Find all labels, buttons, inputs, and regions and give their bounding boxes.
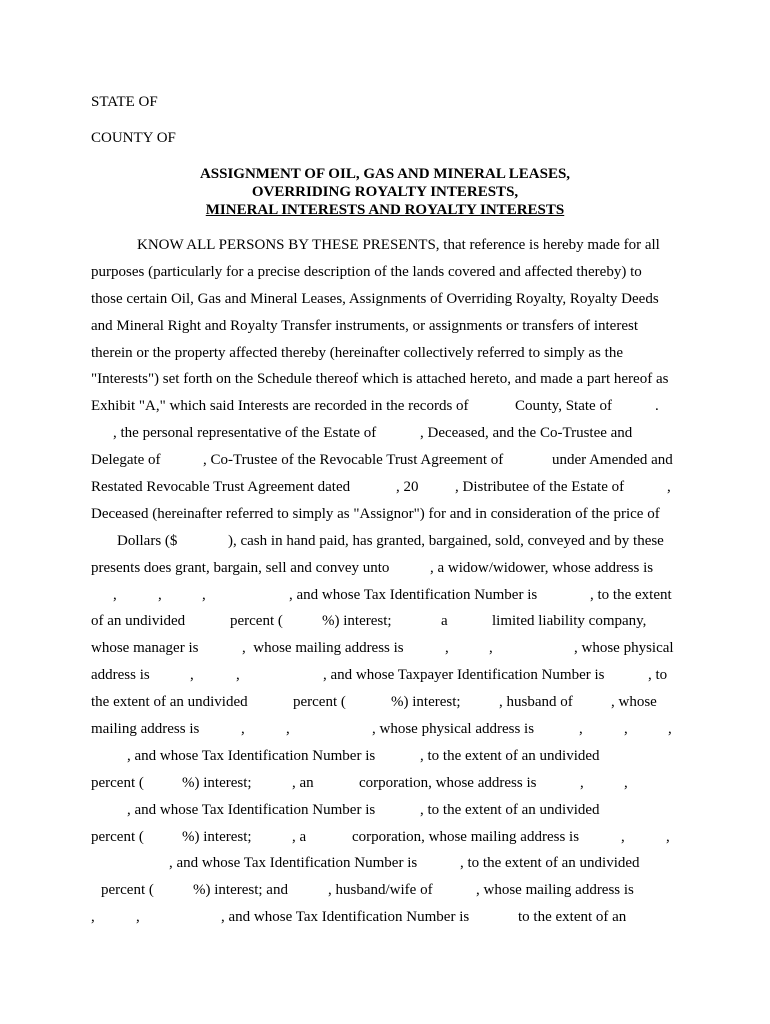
body-text-fragment: , [621,828,625,845]
body-text-fragment: , and whose Taxpayer Identification Number is [323,667,605,684]
body-line [91,232,691,259]
document-title-line-3: MINERAL INTERESTS AND ROYALTY INTERESTS [205,202,565,218]
body-text-fragment: , [579,721,583,738]
body-text-fragment: %) interest; [322,613,392,630]
body-text-fragment: Restated Revocable Trust Agreement dated [91,479,351,496]
body-text-fragment: , Deceased, and the Co-Trustee and [420,425,633,442]
body-text-fragment: therein or the property affected thereby (hereinafter collectively referred to simply as the [91,344,623,361]
state-label: STATE OF [91,94,158,110]
body-line [91,770,691,797]
body-text-fragment: , and whose Tax Identification Number is [127,747,376,764]
body-text-fragment: ), cash in hand paid, has granted, bargained, sold, conveyed and by these [228,532,664,549]
body-text-fragment: , [286,721,290,738]
body-text-fragment: , [489,640,493,657]
body-text-fragment: limited liability company, [492,613,647,630]
body-text-fragment: , [202,586,206,603]
body-line [91,743,691,770]
body-text-fragment: Dollars ($ [117,532,178,549]
body-text-fragment: mailing address is [91,721,200,738]
body-text-fragment: %) interest; [182,828,252,845]
body-text-fragment: presents does grant, bargain, sell and convey unto [91,559,390,576]
body-text-fragment: , whose mailing address is [476,882,634,899]
body-line [91,850,691,877]
body-line [91,447,691,474]
body-line [91,420,691,447]
body-text-fragment: percent ( [91,774,144,791]
body-text-fragment: KNOW ALL PERSONS BY THESE PRESENTS, that reference is hereby made for all [137,237,660,253]
body-text-fragment: , [113,586,117,603]
body-line [91,877,691,904]
body-text-fragment: , [190,667,194,684]
body-text-fragment: , [445,640,449,657]
body-text-fragment: corporation, whose mailing address is [352,828,580,845]
body-text-fragment: , [668,721,672,738]
body-text-fragment: , and whose Tax Identification Number is [127,801,376,818]
body-text-fragment: , [91,909,95,926]
document-body [91,232,691,931]
body-text-fragment: . [655,398,659,415]
body-text-fragment: corporation, whose address is [359,774,537,791]
body-text-fragment: %) interest; and [193,882,288,899]
body-text-fragment: , whose physical address is [372,721,535,738]
body-text-fragment: , [624,774,628,791]
body-text-fragment: those certain Oil, Gas and Mineral Leases, Assignments of Overriding Royalty, Royalty Deeds [91,290,659,307]
body-text-fragment: under Amended and [552,452,673,469]
body-line [91,716,691,743]
body-text-fragment: , [236,667,240,684]
body-text-fragment: a [441,613,448,630]
body-line [91,904,691,931]
body-text-fragment: and Mineral Right and Royalty Transfer instruments, or assignments or transfers of interest [91,317,638,334]
body-text-fragment: , whose mailing address is [242,640,404,657]
body-line [91,501,691,528]
body-text-fragment: %) interest; [391,694,461,711]
body-text-fragment: percent ( [230,613,283,630]
body-line [91,555,691,582]
body-text-fragment: , 20 [396,479,419,496]
body-text-fragment: , [241,721,245,738]
county-label: COUNTY OF [91,130,176,146]
body-text-fragment: address is [91,667,150,684]
body-text-fragment: , whose physical [574,640,674,657]
body-line [91,366,691,393]
body-text-fragment: to the extent of an [518,909,627,926]
body-text-fragment: , [667,479,671,496]
body-text-fragment: percent ( [91,828,144,845]
body-line [91,393,691,420]
body-line [91,797,691,824]
body-text-fragment: of an undivided [91,613,186,630]
body-text-fragment: "Interests") set forth on the Schedule thereof which is attached hereto, and made a part hereof as [91,371,669,388]
body-text-fragment: %) interest; [182,774,252,791]
body-text-fragment: , a widow/widower, whose address is [430,559,654,576]
body-text-fragment: , Co-Trustee of the Revocable Trust Agreement of [203,452,504,469]
body-text-fragment: , an [292,774,314,791]
body-line [91,635,691,662]
body-text-fragment: , [158,586,162,603]
body-line [91,689,691,716]
body-text-fragment: percent ( [293,694,346,711]
body-text-fragment: purposes (particularly for a precise description of the lands covered and affected thereby) to [91,263,642,280]
document-title-line-2: OVERRIDING ROYALTY INTERESTS, [251,184,519,200]
body-text-fragment: , [136,909,140,926]
body-text-fragment: percent ( [101,882,154,899]
body-text-fragment: whose manager is [91,640,199,657]
body-text-fragment: Exhibit "A," which said Interests are recorded in the records of [91,398,469,415]
body-text-fragment: , [580,774,584,791]
body-text-fragment: , [624,721,628,738]
body-line [91,582,691,609]
body-text-fragment: , to the extent of an undivided [420,801,600,818]
body-text-fragment: the extent of an undivided [91,694,248,711]
body-text-fragment: Delegate of [91,452,161,469]
body-line [91,662,691,689]
document-title-line-1: ASSIGNMENT OF OIL, GAS AND MINERAL LEASES, [199,166,571,182]
body-text-fragment: , husband of [499,694,573,711]
body-line [91,313,691,340]
body-line [91,259,691,286]
body-line [91,286,691,313]
body-text-fragment: Deceased (hereinafter referred to simply as "Assignor") for and in consideration of the price of [91,505,660,522]
body-line [91,340,691,367]
body-text-fragment: , to the extent of an undivided [420,747,600,764]
body-text-fragment: , and whose Tax Identification Number is [169,855,418,872]
body-line [91,824,691,851]
body-text-fragment: , the personal representative of the Estate of [113,425,377,442]
body-text-fragment: , [666,828,670,845]
body-text-fragment: , and whose Tax Identification Number is [221,909,470,926]
body-text-fragment: County, State of [515,398,612,415]
body-text-fragment: , to the extent [590,586,672,603]
body-line [91,608,691,635]
body-text-fragment: , Distributee of the Estate of [455,479,625,496]
body-text-fragment: , a [292,828,307,845]
body-line [91,474,691,501]
body-text-fragment: , whose [611,694,657,711]
body-text-fragment: , to [648,667,668,684]
body-text-fragment: , and whose Tax Identification Number is [289,586,538,603]
body-text-fragment: , husband/wife of [328,882,433,899]
body-line [91,528,691,555]
body-text-fragment: , to the extent of an undivided [460,855,640,872]
